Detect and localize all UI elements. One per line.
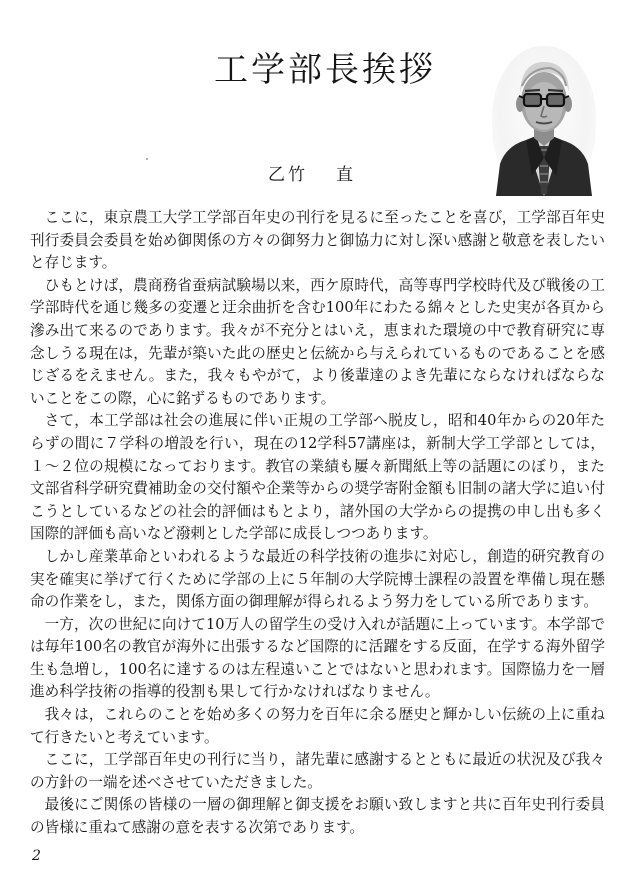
author-given-name: 直 <box>336 165 356 185</box>
greeting-body <box>30 207 605 840</box>
paragraph: 我々は，これらのことを始め多くの努力を百年に余る歴史と輝かしい伝統の上に重ねて行きたいと考えています。 <box>30 706 605 746</box>
paragraph: しかし産業革命といわれるような最近の科学技術の進歩に対応し，創造的研究教育の実を確実に挙げて行くために学部の上に５年制の大学院博士課程の設置を準備し現在懸命の作業をし，また，関係方面の御理解が得られるよう努力をしている所であります。 <box>30 547 605 611</box>
paragraph: ひもとけば，農商務省蚕病試験場以来，西ケ原時代，高等専門学校時代及び戦後の工学部時代を通じ幾多の変遷と迂余曲折を含む100年にわたる綿々とした史実が各頁から滲み出て来るのであります。我々が不充分とはいえ，恵まれた環境の中で教育研究に専念しうる現在は，先輩が築いた此の歴史と伝統から与えられているものであることを感じざるをえません。また，我々もやがて，より後輩達のよき先輩にならなければならないことをこの際，心に銘ずるものであります。 <box>30 276 605 407</box>
paragraph: 最後にご関係の皆様の一層の御理解と御支援をお願い致しますと共に百年史刊行委員の皆様に重ねて感謝の意を表する次第であります。 <box>30 796 605 837</box>
paragraph: 一方，次の世紀に向けて10万人の留学生の受け入れが話題に上っています。本学部では毎年100名の教官が海外に出張するなど国際的に活躍をする反面，在学する海外留学生も急増し，100名に達するのは左程遠いことではないと思われます。国際協力を一層進め科学技術の指導的役割も果して行かなければなりません。 <box>30 615 605 701</box>
paragraph: さて，本工学部は社会の進展に伴い正規の工学部へ脱皮し，昭和40年からの20年たらずの間に７学科の増設を行い，現在の12学科57講座は，新制大学工学部としては，１～２位の規模になっております。教官の業績も屢々新聞紙上等の話題にのぼり，また文部省科学研究費補助金の交付額や企業等からの奨学寄附金額も旧制の諸大学に追い付こうとしているなどの社会的評価はもとより，諸外国の大学からの提携の申し出も多く国際的評価も高いなど潑剌とした学部に成長しつつあります。 <box>30 412 605 543</box>
author-family-name: 乙竹 <box>268 165 308 185</box>
author-name <box>268 160 356 185</box>
print-speck <box>146 158 148 160</box>
page-title: 工学部長挨拶 <box>214 50 436 90</box>
page-number: 2 <box>32 848 41 864</box>
paragraph: ここに，東京農工大学工学部百年史の刊行を見るに至ったことを喜び，工学部百年史刊行委員会委員を始め御関係の方々の御努力と御協力に対し深い感謝と敬意を表したいと存じます。 <box>30 209 605 272</box>
portrait-illustration <box>492 46 596 196</box>
paragraph: ここに，工学部百年史の刊行に当り，諸先輩に感謝するとともに最近の状況及び我々の方針の一端を述べさせていただきました。 <box>30 751 605 791</box>
portrait-photo <box>492 46 596 196</box>
